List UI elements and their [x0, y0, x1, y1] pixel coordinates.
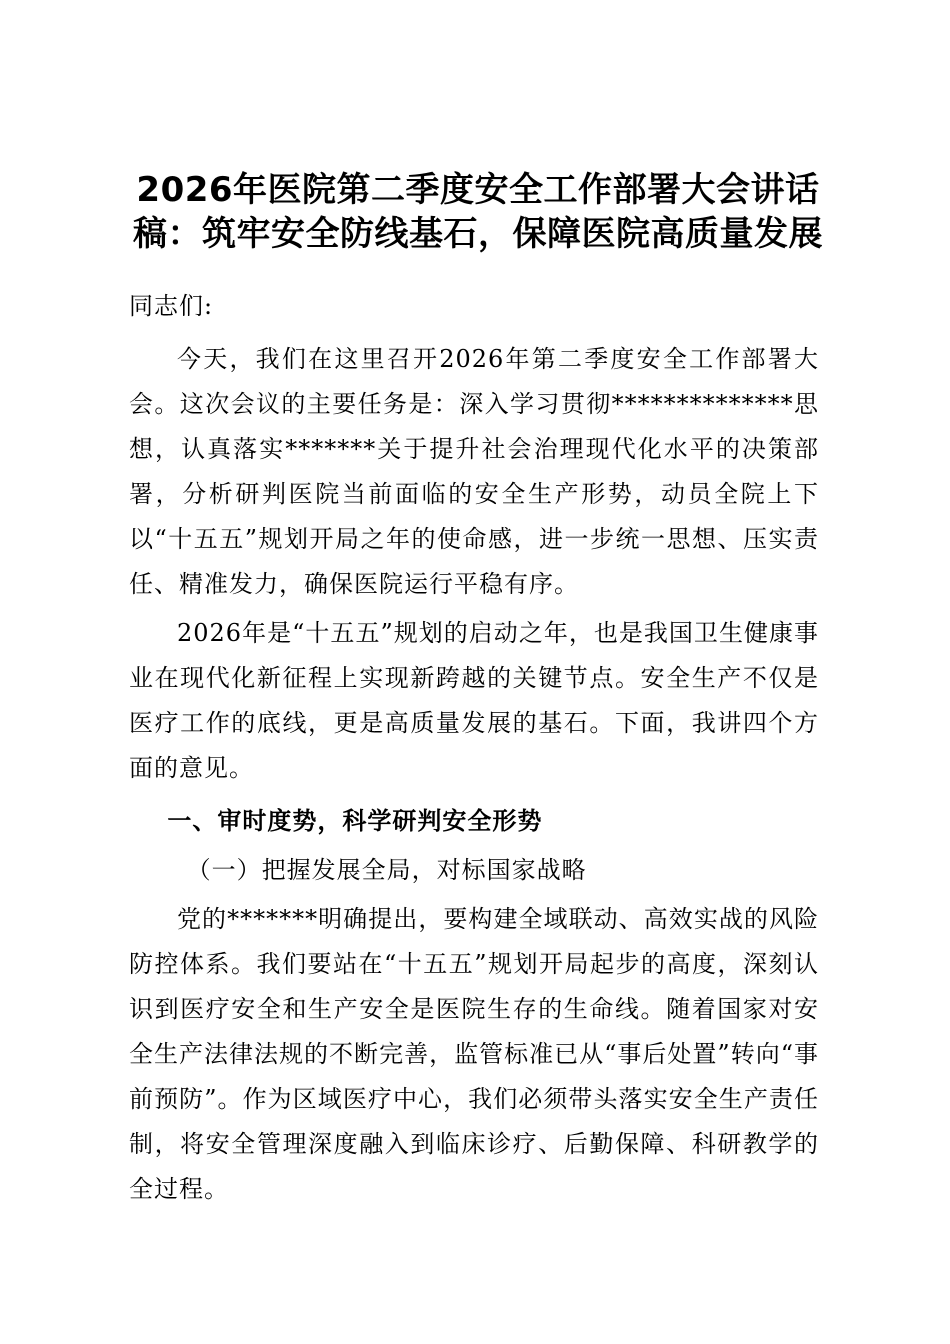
salutation: 同志们: [129, 292, 214, 320]
title-line-2: 稿：筑牢安全防线基石，保障医院高质量发展 [133, 214, 823, 254]
paragraph-opening: 今天，我们在这里召开2026年第二季度安全工作部署大会。这次会议的主要任务是：深入学习贯彻**************思想，认真落实*******关于提升社会治理现代化水平的决策部署，分析研判医院当前面临的安全生产形势，动员全院上下以“十五五”规划开局之年的使命感，进一步统一思想、压实责任、精准发力，确保医院运行平稳有序。 [129, 345, 819, 598]
section-heading-1: 一、审时度势，科学研判安全形势 [167, 807, 543, 835]
subsection-heading-1: （一）把握发展全局，对标国家战略 [186, 856, 587, 884]
paragraph-context: 2026年是“十五五”规划的启动之年，也是我国卫生健康事业在现代化新征程上实现新跨越的关键节点。安全生产不仅是医疗工作的底线，更是高质量发展的基石。下面，我讲四个方面的意见。 [129, 619, 819, 782]
document-title [118, 168, 838, 256]
title-line-1: 2026年医院第二季度安全工作部署大会讲话 [136, 170, 820, 210]
paragraph-subsection-1: 党的*******明确提出，要构建全域联动、高效实战的风险防控体系。我们要站在“十五五”规划开局起步的高度，深刻认识到医疗安全和生产安全是医院生存的生命线。随着国家对安全生产法律法规的不断完善，监管标准已从“事后处置”转向“事前预防”。作为区域医疗中心，我们必须带头落实安全生产责任制，将安全管理深度融入到临床诊疗、后勤保障、科研教学的全过程。 [129, 905, 819, 1203]
document-body [129, 284, 819, 1212]
